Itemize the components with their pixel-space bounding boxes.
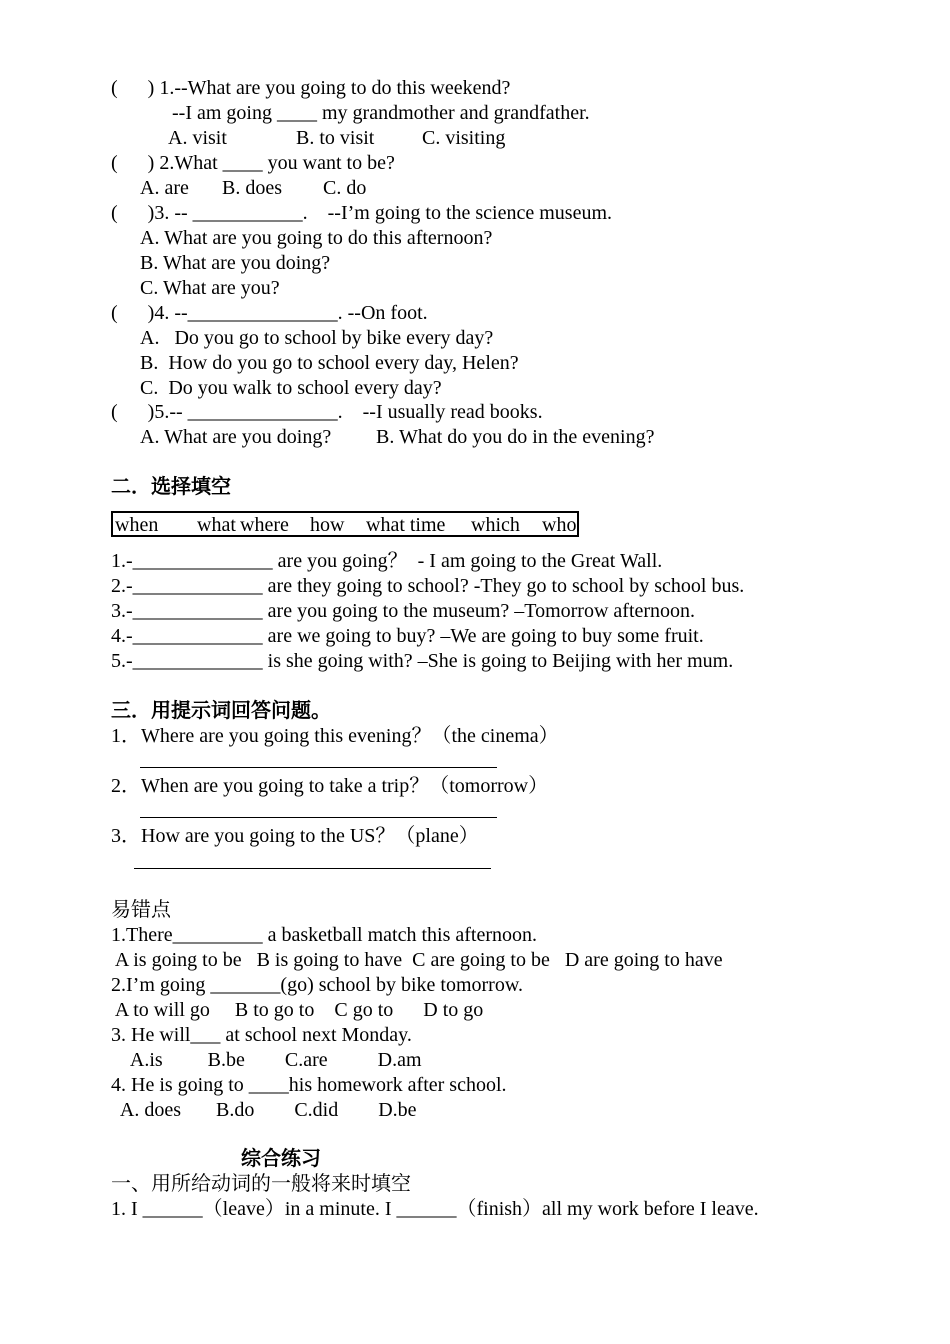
answer-question-2: 2．When are you going to take a trip？（tomorrow） <box>111 775 549 797</box>
fill-blank-5: 5.-_____________ is she going with? –She is going to Beijing with her mum. <box>111 650 734 672</box>
question-1-option-b: B. to visit <box>296 127 375 149</box>
fill-blank-3: 3.-_____________ are you going to the museum? –Tomorrow afternoon. <box>111 600 696 622</box>
question-1-option-c: C. visiting <box>422 127 506 149</box>
question-4-option-a: A. Do you go to school by bike every day? <box>140 327 494 349</box>
answer-line-2 <box>140 817 497 818</box>
question-4-option-b: B. How do you go to school every day, Helen? <box>140 352 519 374</box>
question-1-dialogue: --I am going ____ my grandmother and grandfather. <box>172 102 590 124</box>
word-bank-item: which <box>471 514 520 536</box>
question-3-option-b: B. What are you doing? <box>140 252 331 274</box>
mistake-question-2: 2.I’m going _______(go) school by bike tomorrow. <box>111 974 523 996</box>
mistake-question-2-options: A to will go B to go to C go to D to go <box>111 999 484 1021</box>
mistake-question-3-options: A.is B.be C.are D.am <box>111 1049 422 1071</box>
word-bank-item: who <box>542 514 577 536</box>
section-3-heading: 三．用提示词回答问题。 <box>111 700 331 722</box>
word-bank-item: what <box>197 514 236 536</box>
question-2-option-a: A. are <box>140 177 189 199</box>
question-1: ( ) 1.--What are you going to do this weekend? <box>111 77 511 99</box>
common-mistakes-heading: 易错点 <box>111 899 171 921</box>
question-3-option-c: C. What are you? <box>140 277 280 299</box>
answer-question-1: 1．Where are you going this evening？（the cinema） <box>111 725 559 747</box>
mistake-question-4: 4. He is going to ____his homework after school. <box>111 1074 507 1096</box>
section-2-heading: 二．选择填空 <box>111 476 231 498</box>
mistake-question-3: 3. He will___ at school next Monday. <box>111 1024 412 1046</box>
question-2-option-c: C. do <box>323 177 367 199</box>
question-4: ( )4. --_______________. --On foot. <box>111 302 428 324</box>
word-bank-item: when <box>115 514 159 536</box>
practice-question-1: 1. I ______（leave）in a minute. I ______（finish）all my work before I leave. <box>111 1198 759 1220</box>
practice-sub-heading: 一、用所给动词的一般将来时填空 <box>111 1173 411 1195</box>
answer-question-3: 3．How are you going to the US？（plane） <box>111 825 479 847</box>
fill-blank-1: 1.-______________ are you going？ - I am going to the Great Wall. <box>111 550 663 572</box>
word-bank-item: where <box>240 514 289 536</box>
question-1-option-a: A. visit <box>168 127 227 149</box>
practice-title: 综合练习 <box>241 1148 321 1170</box>
mistake-question-1: 1.There_________ a basketball match this afternoon. <box>111 924 537 946</box>
mistake-question-4-options: A. does B.do C.did D.be <box>111 1099 417 1121</box>
question-5: ( )5.-- _______________. --I usually read books. <box>111 401 543 423</box>
question-4-option-c: C. Do you walk to school every day? <box>140 377 442 399</box>
word-bank-item: what time <box>366 514 446 536</box>
fill-blank-4: 4.-_____________ are we going to buy? –We are going to buy some fruit. <box>111 625 704 647</box>
question-3-option-a: A. What are you going to do this afternoon? <box>140 227 493 249</box>
fill-blank-2: 2.-_____________ are they going to school? -They go to school by school bus. <box>111 575 745 597</box>
question-2: ( ) 2.What ____ you want to be? <box>111 152 395 174</box>
answer-line-1 <box>140 767 497 768</box>
mistake-question-1-options: A is going to be B is going to have C are going to be D are going to have <box>111 949 723 971</box>
question-5-option-b: B. What do you do in the evening? <box>376 426 655 448</box>
question-2-option-b: B. does <box>222 177 282 199</box>
question-5-option-a: A. What are you doing? <box>140 426 332 448</box>
question-3: ( )3. -- ___________. --I’m going to the science museum. <box>111 202 613 224</box>
word-bank-box <box>111 511 579 537</box>
answer-line-3 <box>134 868 491 869</box>
word-bank-item: how <box>310 514 345 536</box>
